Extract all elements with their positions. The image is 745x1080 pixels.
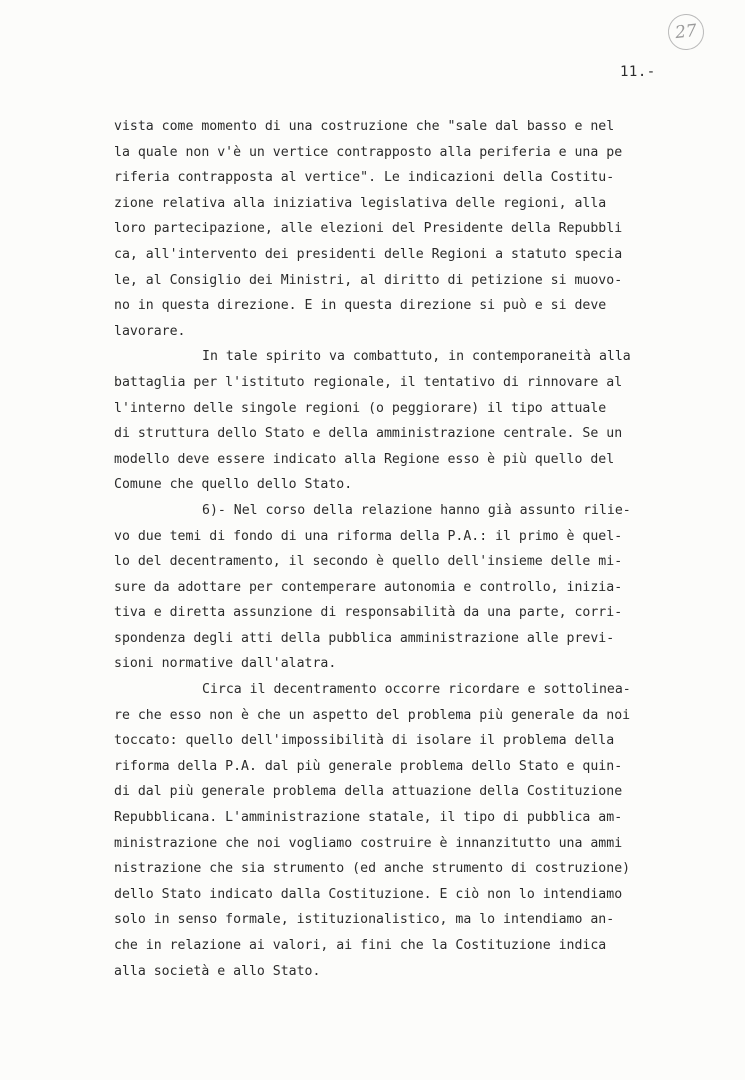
text-line: riforma della P.A. dal più generale problema dello Stato e quin- xyxy=(114,758,623,774)
text-line: modello deve essere indicato alla Regione esso è più quello del xyxy=(114,451,615,467)
text-line: Comune che quello dello Stato. xyxy=(114,477,353,493)
text-line: dello Stato indicato dalla Costituzione. E ciò non lo intendiamo xyxy=(114,886,623,902)
text-line: tiva e diretta assunzione di responsabilità da una parte, corri- xyxy=(114,605,623,621)
text-line: re che esso non è che un aspetto del problema più generale da noi xyxy=(114,707,631,723)
paragraph-start-line: Circa il decentramento occorre ricordare e sottolinea- xyxy=(202,682,631,698)
text-line: solo in senso formale, istituzionalistico, ma lo intendiamo an- xyxy=(114,912,615,928)
text-line: sure da adottare per contemperare autonomia e controllo, inizia- xyxy=(114,579,623,595)
text-line: vo due temi di fondo di una riforma della P.A.: il primo è quel- xyxy=(114,528,623,544)
text-line: spondenza degli atti della pubblica amministrazione alle previ- xyxy=(114,630,615,646)
body-text xyxy=(114,114,704,984)
text-line: l'interno delle singole regioni (o peggiorare) il tipo attuale xyxy=(114,400,607,416)
text-line: le, al Consiglio dei Ministri, al diritto di petizione si muovo- xyxy=(114,272,623,288)
text-line: loro partecipazione, alle elezioni del Presidente della Repubbli xyxy=(114,221,623,237)
text-line: battaglia per l'istituto regionale, il tentativo di rinnovare al xyxy=(114,374,623,390)
page-stamp: 27 xyxy=(666,12,706,52)
text-line: vista come momento di una costruzione che "sale dal basso e nel xyxy=(114,119,615,134)
text-line: alla società e allo Stato. xyxy=(114,963,321,979)
text-line: nistrazione che sia strumento (ed anche strumento di costruzione) xyxy=(114,861,631,877)
text-line: sioni normative dall'alatra. xyxy=(114,656,337,672)
text-line: di dal più generale problema della attuazione della Costituzione xyxy=(114,784,623,800)
paragraph-start-line: 6)- Nel corso della relazione hanno già assunto rilie- xyxy=(202,502,631,518)
text-line: lo del decentramento, il secondo è quello dell'insieme delle mi- xyxy=(114,554,623,570)
paragraph-start-line: In tale spirito va combattuto, in contemporaneità alla xyxy=(202,349,631,365)
text-line: la quale non v'è un vertice contrapposto alla periferia e una pe xyxy=(114,144,623,160)
text-line: riferia contrapposta al vertice". Le indicazioni della Costitu- xyxy=(114,170,615,186)
text-line: lavorare. xyxy=(114,323,186,339)
text-line: che in relazione ai valori, ai fini che la Costituzione indica xyxy=(114,938,607,953)
text-line: Repubblicana. L'amministrazione statale, il tipo di pubblica am- xyxy=(114,810,623,826)
text-line: di struttura dello Stato e della amministrazione centrale. Se un xyxy=(114,426,623,442)
text-line: toccato: quello dell'impossibilità di isolare il problema della xyxy=(114,733,615,749)
text-line: ministrazione che noi vogliamo costruire è innanzitutto una ammi xyxy=(114,835,623,851)
text-line: no in questa direzione. E in questa direzione si può e si deve xyxy=(114,298,607,314)
page-number: 11.- xyxy=(620,64,656,80)
text-line: zione relativa alla iniziativa legislativa delle regioni, alla xyxy=(114,195,607,211)
text-line: ca, all'intervento dei presidenti delle Regioni a statuto specia xyxy=(114,246,623,262)
